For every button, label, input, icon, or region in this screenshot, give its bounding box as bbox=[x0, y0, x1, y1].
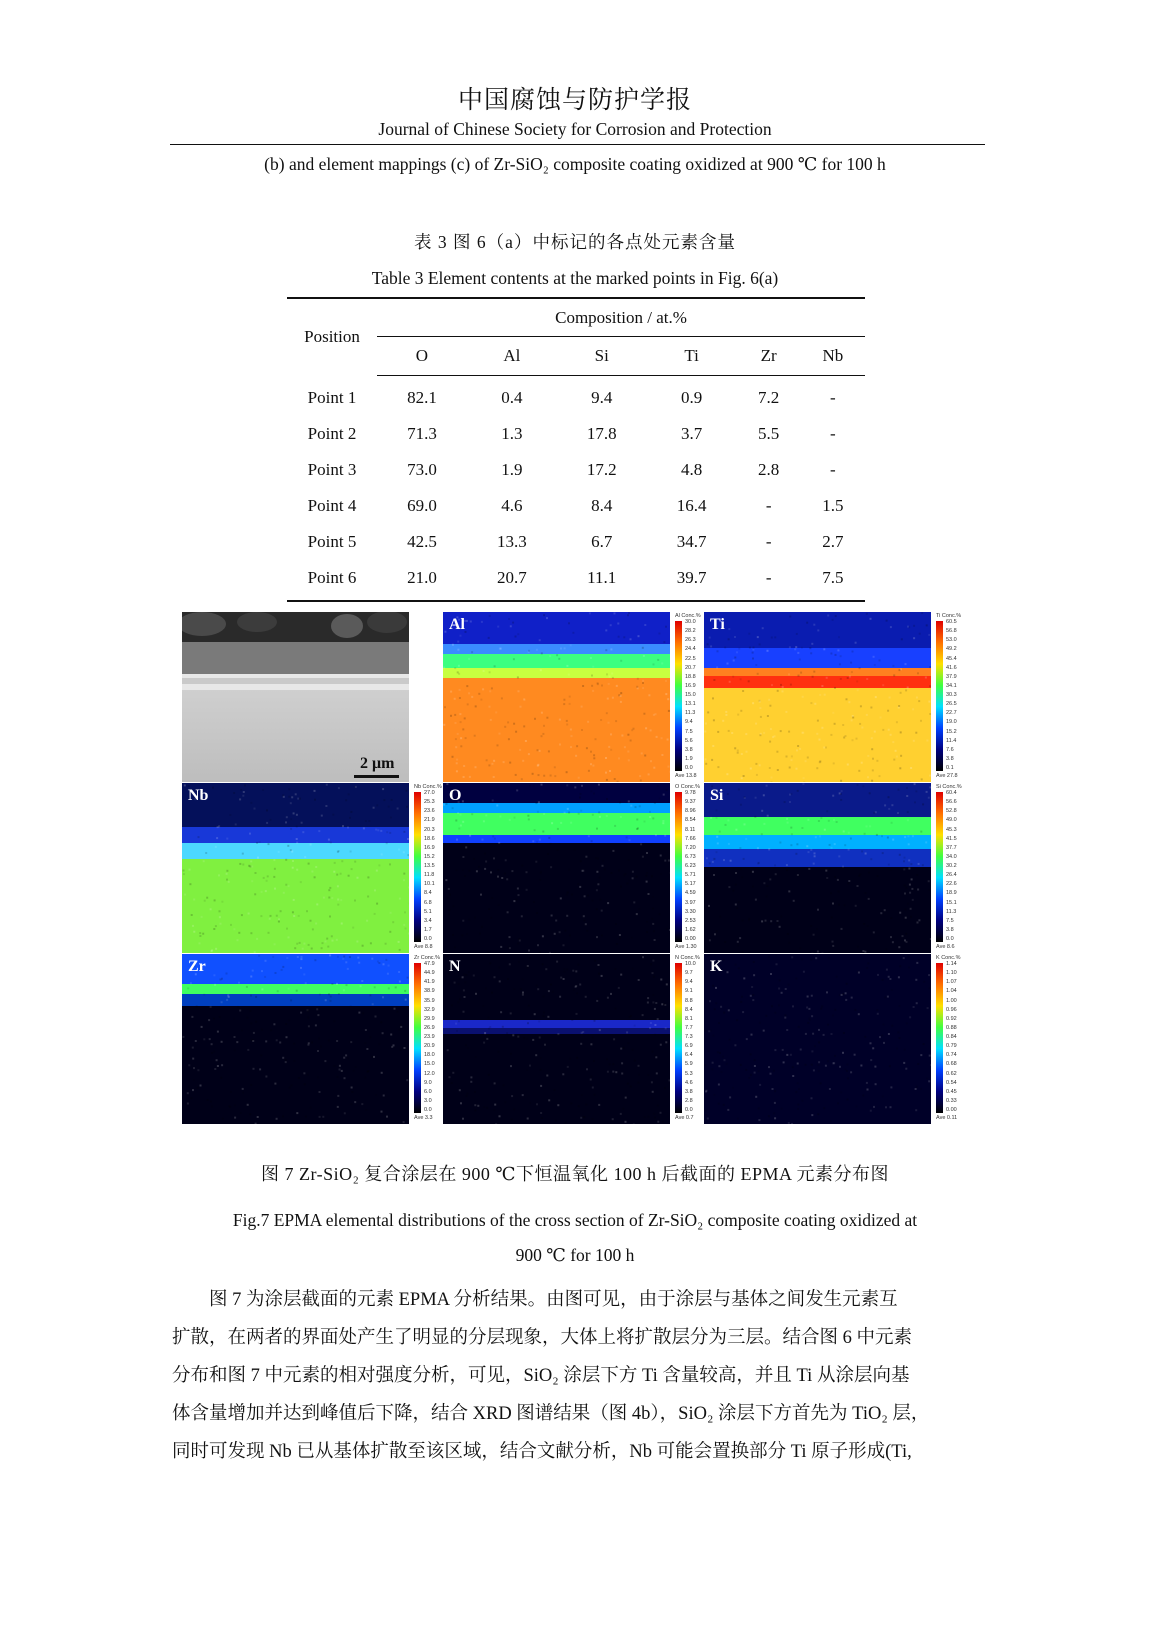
color-bar-tick: 34.1 bbox=[946, 682, 957, 689]
color-bar-title: Ti Conc.% bbox=[936, 613, 962, 619]
fig7-caption-en-2: 900 ℃ for 100 h bbox=[515, 1245, 635, 1265]
color-bar-title: O Conc.% bbox=[675, 784, 701, 790]
color-bar-title: K Conc.% bbox=[936, 955, 961, 961]
table-cell: - bbox=[765, 568, 772, 587]
color-bar-tick: 0.1 bbox=[946, 765, 954, 771]
color-bar-tick: 60.5 bbox=[946, 619, 957, 625]
fig6-caption-tail: (b) and element mappings (c) of Zr-SiO₂ composite coating oxidized at 900 ℃ for 100 h bbox=[264, 154, 886, 174]
color-bar-tick: 8.11 bbox=[685, 826, 696, 833]
color-bar-tick: 6.23 bbox=[685, 863, 696, 869]
journal-title-cn: 中国腐蚀与防护学报 bbox=[457, 87, 692, 114]
composition-header: Composition / at.% bbox=[377, 298, 865, 337]
color-bar-tick: 1.62 bbox=[685, 926, 696, 933]
color-bar-gradient bbox=[414, 963, 421, 1113]
fig7-caption-en: Fig.7 EPMA elemental distributions of the cross section of Zr-SiO₂ composite coating oxidized at bbox=[232, 1210, 918, 1230]
color-bar-tick: 2.53 bbox=[685, 917, 696, 924]
table-cell: 17.2 bbox=[586, 460, 617, 479]
row-label: Point 5 bbox=[307, 532, 357, 551]
color-bar-tick: 27.0 bbox=[424, 790, 435, 796]
color-bar-tick: 6.4 bbox=[685, 1052, 693, 1059]
color-bar-average: Ave 8.6 bbox=[936, 944, 955, 950]
table-cell: 1.9 bbox=[501, 460, 523, 479]
color-bar-tick: 1.04 bbox=[946, 988, 957, 995]
table3-title-en: Table 3 Element contents at the marked points in Fig. 6(a) bbox=[371, 268, 779, 288]
table-cell: 0.4 bbox=[501, 388, 523, 407]
row-label: Point 6 bbox=[307, 568, 357, 587]
color-bar-tick: 26.3 bbox=[685, 637, 696, 644]
table-cell: 71.3 bbox=[407, 424, 437, 443]
table-cell: 73.0 bbox=[407, 460, 437, 479]
color-bar-tick: 41.5 bbox=[946, 835, 957, 842]
color-bar-tick: 8.8 bbox=[685, 997, 693, 1004]
color-bar-tick: 5.17 bbox=[685, 881, 696, 888]
color-bar-tick: 0.54 bbox=[946, 1079, 957, 1086]
color-bar-title: N Conc.% bbox=[675, 955, 700, 961]
column-header: Si bbox=[557, 337, 647, 376]
column-header: Nb bbox=[801, 337, 865, 376]
column-header: O bbox=[377, 337, 467, 376]
table-cell: - bbox=[765, 532, 772, 551]
panel-label: Ti bbox=[710, 616, 725, 633]
color-bar-tick: 56.8 bbox=[946, 628, 957, 635]
color-bar-tick: 0.0 bbox=[946, 936, 954, 942]
table-cell: 69.0 bbox=[407, 496, 437, 515]
color-bar bbox=[932, 783, 982, 953]
color-bar-tick: 35.9 bbox=[424, 997, 435, 1004]
color-bar-average: Ave 13.8 bbox=[675, 773, 697, 779]
table-cell: 0.9 bbox=[680, 388, 703, 407]
color-bar-tick: 0.00 bbox=[946, 1107, 957, 1113]
row-label: Point 4 bbox=[307, 496, 357, 515]
color-bar-tick: 8.96 bbox=[685, 808, 696, 815]
color-bar-tick: 23.6 bbox=[424, 808, 435, 815]
color-bar-tick: 15.0 bbox=[685, 692, 696, 698]
table-row bbox=[287, 376, 865, 417]
color-bar-tick: 0.88 bbox=[946, 1024, 957, 1031]
table-cell: 5.5 bbox=[758, 424, 780, 443]
color-bar-average: Ave 0.7 bbox=[675, 1115, 694, 1121]
color-bar-tick: 0.62 bbox=[946, 1070, 957, 1077]
table-row bbox=[287, 416, 865, 452]
color-bar-tick: 15.1 bbox=[946, 899, 957, 906]
color-bar-tick: 7.5 bbox=[946, 917, 954, 924]
panel-label: O bbox=[449, 787, 462, 804]
color-bar-tick: 3.4 bbox=[424, 917, 432, 924]
color-bar-tick: 3.8 bbox=[685, 1088, 693, 1095]
table-cell: 13.3 bbox=[496, 532, 527, 551]
table-cell: 8.4 bbox=[591, 496, 613, 515]
color-bar bbox=[932, 612, 982, 782]
body-line: 同时可发现 Nb 已从基体扩散至该区域，结合文献分析，Nb 可能会置换部分 Ti 原子形成(Ti, bbox=[172, 1442, 912, 1462]
color-bar-gradient bbox=[675, 963, 682, 1113]
table-cell: 21.0 bbox=[407, 568, 437, 587]
epma-map-nb bbox=[182, 783, 409, 953]
color-bar-tick: 37.7 bbox=[946, 844, 957, 851]
color-bar-tick: 12.0 bbox=[424, 1070, 435, 1077]
row-label: Point 3 bbox=[307, 460, 357, 479]
color-bar-tick: 41.9 bbox=[424, 979, 435, 986]
table-cell: 16.4 bbox=[676, 496, 707, 515]
table-row bbox=[287, 452, 865, 488]
color-bar-tick: 1.14 bbox=[946, 961, 957, 967]
scale-label: 2 μm bbox=[360, 755, 395, 772]
color-bar-tick: 9.4 bbox=[685, 719, 693, 726]
color-bar-tick: 13.1 bbox=[685, 701, 696, 708]
color-bar-tick: 6.0 bbox=[424, 1088, 432, 1095]
color-bar-average: Ave 27.8 bbox=[936, 773, 958, 779]
header-rule bbox=[170, 144, 985, 145]
panel-label: K bbox=[710, 958, 723, 975]
color-bar-tick: 13.5 bbox=[424, 863, 435, 869]
color-bar-title: Zr Conc.% bbox=[414, 955, 440, 961]
color-bar-average: Ave 1.30 bbox=[675, 944, 697, 950]
color-bar-tick: 8.4 bbox=[424, 890, 432, 897]
color-bar-tick: 41.6 bbox=[946, 664, 957, 671]
color-bar-tick: 22.7 bbox=[946, 710, 957, 717]
color-bar-tick: 15.2 bbox=[946, 728, 957, 735]
color-bar-tick: 10.1 bbox=[424, 881, 435, 888]
epma-map-al bbox=[443, 612, 670, 782]
color-bar-tick: 18.8 bbox=[685, 673, 696, 680]
color-bar-tick: 3.8 bbox=[685, 746, 693, 753]
epma-map-n bbox=[443, 954, 670, 1124]
color-bar-tick: 0.92 bbox=[946, 1015, 957, 1022]
color-bar-tick: 29.9 bbox=[424, 1015, 435, 1022]
color-bar-tick: 56.6 bbox=[946, 799, 957, 806]
body-line: 体含量增加并达到峰值后下降，结合 XRD 图谱结果（图 4b），SiO₂ 涂层下方首先为 TiO₂ 层， bbox=[172, 1404, 930, 1424]
color-bar-tick: 45.3 bbox=[946, 826, 957, 833]
color-bar-tick: 1.9 bbox=[685, 755, 693, 762]
color-bar-tick: 3.8 bbox=[946, 926, 954, 933]
table-cell: 9.4 bbox=[591, 388, 613, 407]
table-cell: 2.8 bbox=[758, 460, 780, 479]
body-line: 图 7 为涂层截面的元素 EPMA 分析结果。由图可见，由于涂层与基体之间发生元素互 bbox=[172, 1290, 898, 1310]
color-bar-tick: 23.9 bbox=[424, 1034, 435, 1040]
table-row bbox=[287, 560, 865, 601]
scale-bar bbox=[354, 775, 399, 778]
color-bar-tick: 8.1 bbox=[685, 1015, 693, 1022]
color-bar-tick: 3.30 bbox=[685, 908, 696, 915]
body-line: 分布和图 7 中元素的相对强度分析，可见，SiO₂ 涂层下方 Ti 含量较高，并且 Ti 从涂层向基 bbox=[172, 1366, 910, 1386]
color-bar-tick: 9.4 bbox=[685, 979, 693, 986]
epma-map-zr bbox=[182, 954, 409, 1124]
epma-map-ti bbox=[704, 612, 931, 782]
table-cell: 34.7 bbox=[676, 532, 707, 551]
color-bar-tick: 32.9 bbox=[424, 1006, 435, 1013]
table-cell: - bbox=[830, 388, 836, 407]
color-bar-tick: 6.73 bbox=[685, 853, 696, 860]
table-cell: 20.7 bbox=[496, 568, 527, 587]
color-bar-average: Ave 8.8 bbox=[414, 944, 433, 950]
composition-table bbox=[287, 297, 865, 602]
color-bar-tick: 24.4 bbox=[685, 646, 696, 653]
color-bar-tick: 0.96 bbox=[946, 1006, 957, 1013]
color-bar-tick: 15.2 bbox=[424, 853, 435, 860]
color-bar-tick: 7.66 bbox=[685, 835, 696, 842]
color-bar-tick: 15.0 bbox=[424, 1061, 435, 1068]
color-bar-tick: 8.4 bbox=[685, 1006, 693, 1013]
table-cell: - bbox=[765, 496, 772, 515]
position-header: Position bbox=[304, 327, 360, 347]
color-bar-tick: 49.0 bbox=[946, 817, 957, 824]
color-bar-tick: 9.78 bbox=[685, 790, 696, 796]
color-bar-tick: 21.9 bbox=[424, 817, 435, 824]
row-label: Point 1 bbox=[307, 387, 357, 407]
color-bar-tick: 2.8 bbox=[685, 1097, 693, 1104]
table-cell: - bbox=[830, 424, 836, 443]
body-paragraph bbox=[172, 1281, 982, 1471]
color-bar-tick: 20.9 bbox=[424, 1043, 435, 1050]
panel-label: Si bbox=[710, 787, 724, 804]
color-bar-gradient bbox=[675, 621, 682, 771]
color-bar bbox=[932, 954, 982, 1124]
color-bar-tick: 20.7 bbox=[685, 664, 696, 671]
color-bar-tick: 7.6 bbox=[946, 746, 954, 753]
color-bar-tick: 0.00 bbox=[685, 936, 696, 942]
color-bar-tick: 8.54 bbox=[685, 817, 696, 824]
color-bar-gradient bbox=[675, 792, 682, 942]
color-bar-tick: 5.9 bbox=[685, 1061, 693, 1068]
color-bar-tick: 4.59 bbox=[685, 890, 696, 897]
color-bar-tick: 60.4 bbox=[946, 790, 957, 796]
color-bar-gradient bbox=[414, 792, 421, 942]
color-bar-tick: 30.0 bbox=[685, 619, 696, 625]
table-cell: 42.5 bbox=[407, 532, 437, 551]
color-bar-tick: 1.7 bbox=[424, 926, 432, 933]
color-bar-average: Ave 3.3 bbox=[414, 1115, 433, 1121]
table-row bbox=[287, 488, 865, 524]
epma-map-si bbox=[704, 783, 931, 953]
color-bar-tick: 26.4 bbox=[946, 872, 957, 879]
color-bar-ticks bbox=[946, 790, 982, 942]
color-bar-tick: 0.45 bbox=[946, 1088, 957, 1095]
color-bar-tick: 18.0 bbox=[424, 1052, 435, 1059]
color-bar-tick: 5.1 bbox=[424, 908, 432, 915]
color-bar-title: Al Conc.% bbox=[675, 613, 701, 619]
color-bar-tick: 52.8 bbox=[946, 808, 957, 815]
color-bar-tick: 22.5 bbox=[685, 655, 696, 662]
color-bar-tick: 11.8 bbox=[424, 872, 435, 879]
color-bar-gradient bbox=[936, 963, 943, 1113]
color-bar-tick: 30.3 bbox=[946, 692, 957, 698]
color-bar-tick: 5.6 bbox=[685, 737, 693, 744]
color-bar-tick: 3.8 bbox=[946, 755, 954, 762]
color-bar-tick: 1.00 bbox=[946, 997, 957, 1004]
color-bar-tick: 16.9 bbox=[685, 682, 696, 689]
color-bar-tick: 7.7 bbox=[685, 1024, 693, 1031]
color-bar-average: Ave 0.11 bbox=[936, 1115, 958, 1121]
color-bar-tick: 38.9 bbox=[424, 988, 435, 995]
color-bar-ticks bbox=[946, 619, 982, 771]
color-bar-tick: 37.9 bbox=[946, 673, 957, 680]
color-bar-tick: 0.0 bbox=[685, 1107, 693, 1113]
table3 bbox=[287, 297, 865, 602]
color-bar-tick: 18.6 bbox=[424, 835, 435, 842]
color-bar-tick: 22.6 bbox=[946, 881, 957, 888]
color-bar-tick: 19.0 bbox=[946, 719, 957, 726]
color-bar-tick: 0.79 bbox=[946, 1043, 957, 1050]
panel-label: Al bbox=[449, 616, 465, 633]
row-label: Point 2 bbox=[307, 424, 357, 443]
color-bar-tick: 10.0 bbox=[685, 961, 696, 967]
color-bar-tick: 7.3 bbox=[685, 1034, 693, 1040]
color-bar-gradient bbox=[936, 792, 943, 942]
color-bar-tick: 49.2 bbox=[946, 646, 957, 653]
color-bar-tick: 9.1 bbox=[685, 988, 693, 995]
color-bar-tick: 7.20 bbox=[685, 844, 696, 851]
table3-title-cn: 表 3 图 6（a）中标记的各点处元素含量 bbox=[414, 232, 736, 252]
color-bar-tick: 20.3 bbox=[424, 826, 435, 833]
color-bar-tick: 34.0 bbox=[946, 853, 957, 860]
color-bar-tick: 6.9 bbox=[685, 1043, 693, 1050]
color-bar-tick: 0.33 bbox=[946, 1097, 957, 1104]
table-row bbox=[287, 524, 865, 560]
color-bar-tick: 5.3 bbox=[685, 1070, 693, 1077]
color-bar-tick: 3.97 bbox=[685, 899, 696, 906]
color-bar-tick: 0.0 bbox=[685, 765, 693, 771]
color-bar-tick: 30.2 bbox=[946, 863, 957, 869]
table-cell: 2.7 bbox=[822, 532, 844, 551]
journal-title-en: Journal of Chinese Society for Corrosion and Protection bbox=[378, 119, 772, 139]
color-bar-tick: 9.0 bbox=[424, 1079, 432, 1086]
table-cell: 4.6 bbox=[501, 496, 523, 515]
column-header: Al bbox=[467, 337, 557, 376]
table-cell: 39.7 bbox=[676, 568, 707, 587]
color-bar-tick: 44.9 bbox=[424, 970, 435, 977]
color-bar-tick: 28.2 bbox=[685, 628, 696, 635]
table-cell: 3.7 bbox=[680, 424, 703, 443]
color-bar-tick: 0.68 bbox=[946, 1061, 957, 1068]
color-bar-tick: 47.9 bbox=[424, 961, 435, 967]
color-bar-tick: 7.5 bbox=[685, 728, 693, 735]
color-bar-tick: 26.5 bbox=[946, 701, 957, 708]
color-bar-gradient bbox=[936, 621, 943, 771]
color-bar-tick: 9.37 bbox=[685, 799, 696, 806]
color-bar-tick: 25.3 bbox=[424, 799, 435, 806]
table-cell: 4.8 bbox=[680, 460, 703, 479]
table-cell: 7.2 bbox=[758, 388, 780, 407]
table-cell: 11.1 bbox=[587, 568, 617, 587]
color-bar-tick: 16.9 bbox=[424, 844, 435, 851]
color-bar-tick: 0.74 bbox=[946, 1052, 957, 1059]
color-bar-tick: 5.71 bbox=[685, 872, 696, 879]
color-bar-tick: 11.3 bbox=[946, 908, 957, 915]
color-bar-tick: 9.7 bbox=[685, 970, 693, 977]
table-cell: 1.3 bbox=[501, 424, 523, 443]
table-cell: 17.8 bbox=[586, 424, 617, 443]
color-bar-tick: 11.3 bbox=[685, 710, 696, 717]
color-bar-tick: 0.84 bbox=[946, 1034, 957, 1040]
color-bar-tick: 45.4 bbox=[946, 655, 957, 662]
panel-label: Nb bbox=[188, 787, 209, 804]
table-cell: 7.5 bbox=[822, 568, 844, 587]
color-bar-tick: 0.0 bbox=[424, 936, 432, 942]
color-bar-tick: 11.4 bbox=[946, 737, 957, 744]
color-bar-tick: 53.0 bbox=[946, 637, 957, 644]
color-bar-title: Si Conc.% bbox=[936, 784, 962, 790]
panel-label: N bbox=[449, 958, 461, 975]
color-bar-tick: 1.10 bbox=[946, 970, 957, 977]
color-bar-title: Nb Conc.% bbox=[414, 784, 442, 790]
color-bar-tick: 26.9 bbox=[424, 1024, 435, 1031]
color-bar-tick: 1.07 bbox=[946, 979, 957, 986]
panel-label: Zr bbox=[188, 958, 206, 975]
epma-map-k bbox=[704, 954, 931, 1124]
column-header: Zr bbox=[737, 337, 801, 376]
color-bar-tick: 0.0 bbox=[424, 1107, 432, 1113]
color-bar-tick: 18.9 bbox=[946, 890, 957, 897]
table-cell: 1.5 bbox=[822, 496, 844, 515]
body-line: 扩散，在两者的界面处产生了明显的分层现象，大体上将扩散层分为三层。结合图 6 中元素 bbox=[172, 1328, 913, 1348]
epma-map-o bbox=[443, 783, 670, 953]
color-bar-tick: 3.0 bbox=[424, 1097, 432, 1104]
table-cell: 6.7 bbox=[591, 532, 613, 551]
color-bar-tick: 6.8 bbox=[424, 899, 432, 906]
color-bar-tick: 4.6 bbox=[685, 1079, 693, 1086]
color-bar-ticks bbox=[946, 961, 982, 1113]
table-cell: - bbox=[830, 460, 836, 479]
fig7-caption-cn: 图 7 Zr-SiO₂ 复合涂层在 900 ℃下恒温氧化 100 h 后截面的 EPMA 元素分布图 bbox=[260, 1164, 890, 1184]
column-header: Ti bbox=[647, 337, 737, 376]
table-cell: 82.1 bbox=[407, 388, 437, 407]
